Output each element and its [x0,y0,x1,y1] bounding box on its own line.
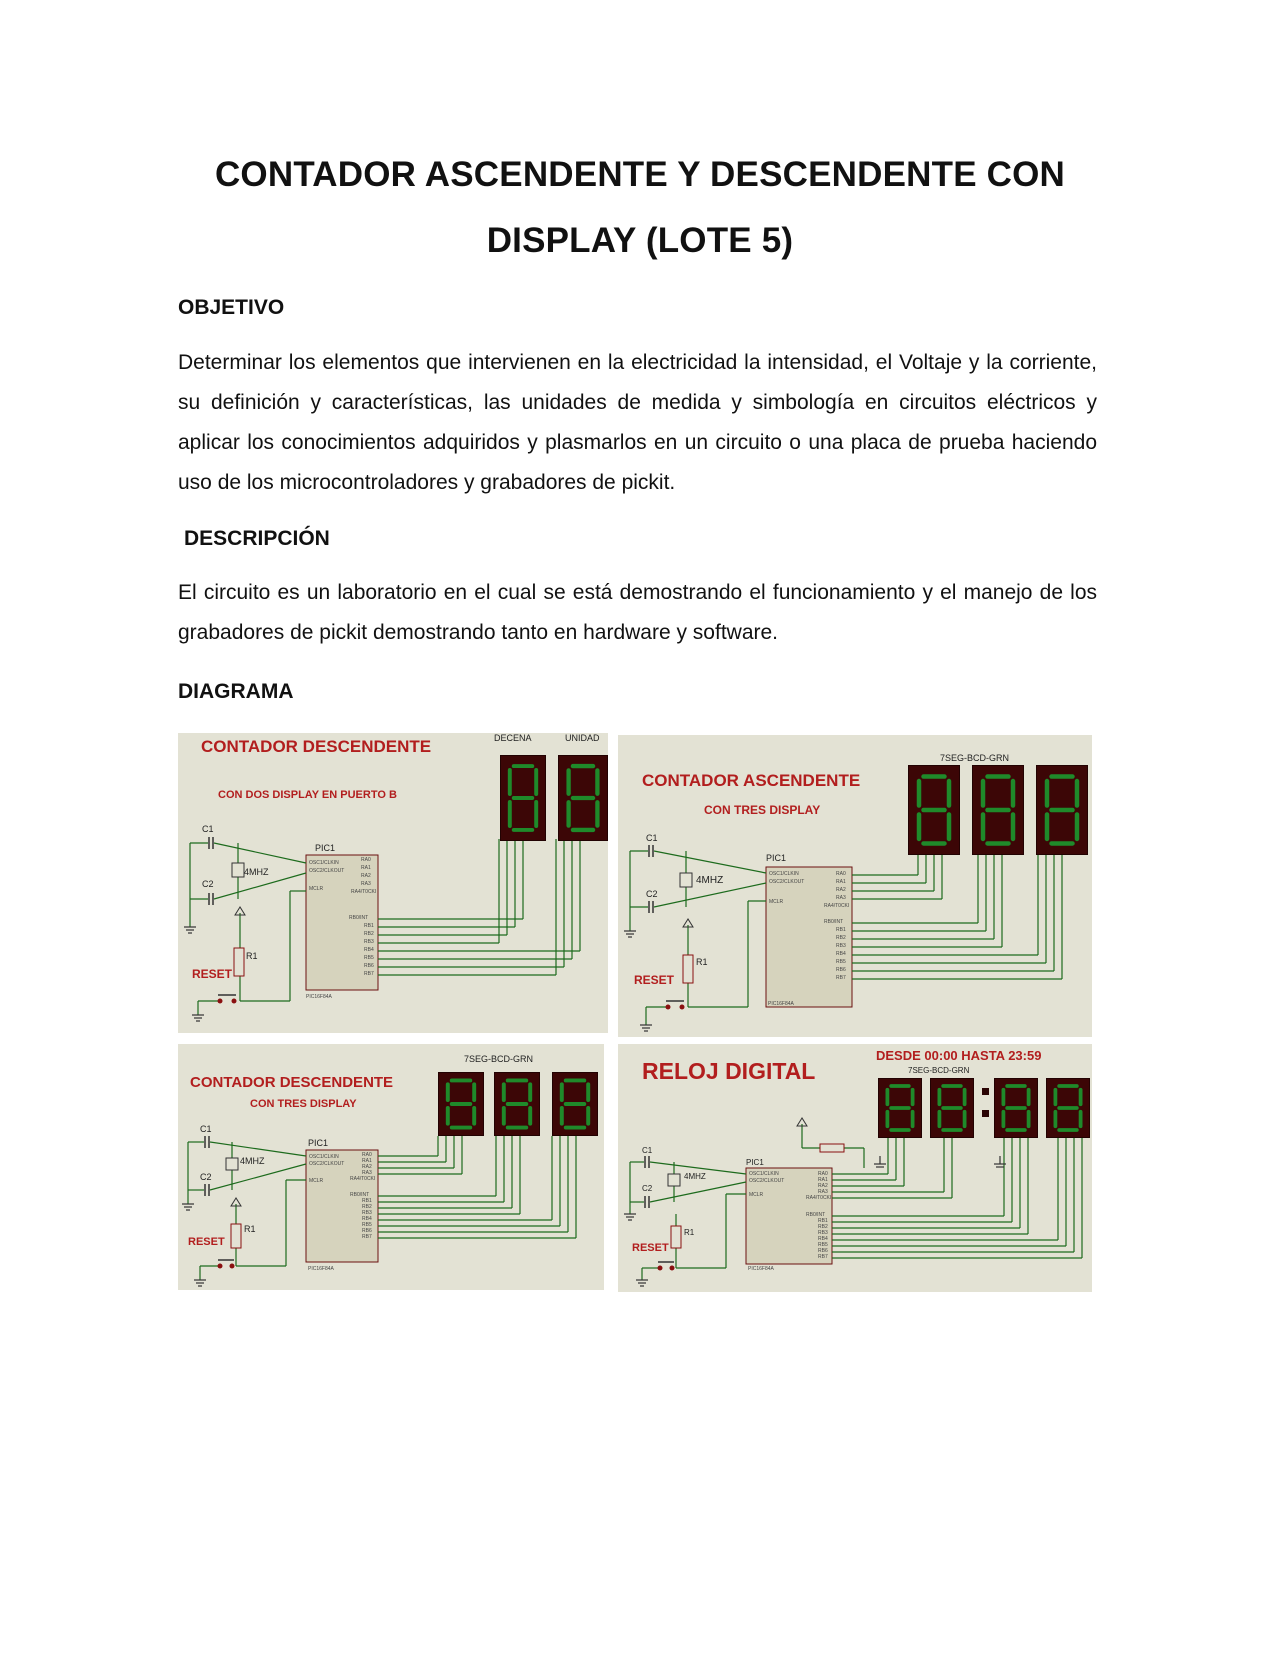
crystal-label: 4MHZ [696,875,724,886]
crystal-label: 4MHZ [240,1156,265,1166]
seven-segment-glyph [1047,1079,1089,1137]
svg-text:RB2: RB2 [818,1224,828,1230]
seven-segment-glyph [879,1079,921,1137]
chip-label: PIC1 [308,1138,329,1148]
svg-text:MCLR: MCLR [309,886,324,892]
heading-descripcion: DESCRIPCIÓN [184,527,330,550]
svg-text:RA1: RA1 [836,879,846,885]
svg-text:RA3: RA3 [361,881,371,887]
svg-text:RB0/INT: RB0/INT [824,919,844,925]
svg-text:RB2: RB2 [836,935,846,941]
svg-text:RB6: RB6 [362,1228,372,1234]
crystal-label: 4MHZ [244,867,269,877]
seven-segment-glyph [495,1073,539,1135]
svg-text:RB0/INT: RB0/INT [806,1212,826,1218]
cap1-label: C1 [642,1146,653,1155]
display-label-unidad: UNIDAD [565,733,600,743]
seven-segment-display [930,1078,974,1138]
seven-segment-glyph [439,1073,483,1135]
seven-segment-glyph [1037,766,1087,854]
svg-text:RB0/INT: RB0/INT [350,1192,370,1198]
cap1-label: C1 [646,833,658,843]
seven-segment-glyph [973,766,1023,854]
resistor-label: R1 [244,1224,256,1234]
diagram-reloj-digital [618,1044,1092,1292]
diagram-title: CONTADOR DESCENDENTE [190,1074,394,1091]
reset-label: RESET [192,967,233,981]
svg-text:PIC16F84A: PIC16F84A [768,1001,794,1007]
diagram-contador-descendente-tres-display [178,1044,604,1290]
svg-text:MCLR: MCLR [749,1192,764,1198]
svg-text:RA4/T0CKI: RA4/T0CKI [350,1176,376,1182]
heading-objetivo: OBJETIVO [178,296,285,319]
svg-text:PIC16F84A: PIC16F84A [748,1266,774,1272]
svg-text:OSC2/CLKOUT: OSC2/CLKOUT [309,868,345,874]
svg-text:RA0: RA0 [362,1152,372,1158]
diagram-range-note: DESDE 00:00 HASTA 23:59 [876,1048,1042,1063]
seven-segment-glyph [995,1079,1037,1137]
svg-text:RB2: RB2 [364,931,374,937]
crystal-label: 4MHZ [684,1172,706,1181]
svg-text:RB1: RB1 [362,1198,372,1204]
chip-label: PIC1 [746,1158,764,1167]
svg-text:RA4/T0CKI: RA4/T0CKI [806,1195,832,1201]
cap2-label: C2 [200,1172,212,1182]
diagram-subtitle: CON TRES DISPLAY [250,1098,357,1110]
svg-text:RA2: RA2 [818,1183,828,1189]
page-title: CONTADOR ASCENDENTE Y DESCENDENTE CON DISPLAY (LOTE 5) [214,155,1066,260]
svg-text:RB5: RB5 [364,955,374,961]
chip-label: PIC1 [766,853,787,863]
seven-segment-display [878,1078,922,1138]
svg-text:RA4/T0CKI: RA4/T0CKI [351,889,377,895]
svg-text:OSC2/CLKOUT: OSC2/CLKOUT [309,1161,345,1167]
svg-text:RA2: RA2 [361,873,371,879]
seven-segment-display [558,755,608,841]
seven-segment-display [908,765,960,855]
svg-text:RB6: RB6 [836,967,846,973]
svg-text:RA3: RA3 [818,1189,828,1195]
svg-text:RB3: RB3 [362,1210,372,1216]
seven-segment-display [972,765,1024,855]
seven-segment-display [494,1072,540,1136]
svg-text:RB4: RB4 [362,1216,372,1222]
svg-text:RB5: RB5 [362,1222,372,1228]
svg-text:RB7: RB7 [364,971,374,977]
resistor-label: R1 [696,957,708,967]
svg-text:RA2: RA2 [362,1164,372,1170]
seven-segment-display [994,1078,1038,1138]
cap2-label: C2 [202,879,214,889]
svg-text:RA3: RA3 [362,1170,372,1176]
diagram-title: RELOJ DIGITAL [642,1058,816,1084]
svg-text:RB6: RB6 [818,1248,828,1254]
svg-text:RB0/INT: RB0/INT [349,915,369,921]
display-part-label: 7SEG-BCD-GRN [940,753,1010,763]
diagram-contador-ascendente-tres-display [618,735,1092,1037]
svg-text:RB4: RB4 [818,1236,828,1242]
seven-segment-display [552,1072,598,1136]
seven-segment-display [1036,765,1088,855]
svg-text:OSC2/CLKOUT: OSC2/CLKOUT [769,879,805,885]
svg-text:RB1: RB1 [818,1218,828,1224]
svg-text:RA1: RA1 [361,865,371,871]
cap2-label: C2 [646,889,658,899]
resistor-label: R1 [684,1228,695,1237]
diagram-contador-descendente-dos-display [178,733,608,1033]
paragraph-descripcion: El circuito es un laboratorio en el cual se está demostrando el funcionamiento y el manejo de los grabadores de pickit demostrando tanto en hardware y software. [178,581,1097,644]
svg-text:RB7: RB7 [818,1254,828,1260]
svg-text:RB5: RB5 [818,1242,828,1248]
reset-label: RESET [634,973,675,987]
seven-segment-glyph [553,1073,597,1135]
svg-text:OSC1/CLKIN: OSC1/CLKIN [309,860,339,866]
svg-text:RB4: RB4 [364,947,374,953]
svg-text:RB7: RB7 [836,975,846,981]
cap1-label: C1 [202,824,214,834]
svg-text:MCLR: MCLR [769,899,784,905]
svg-text:RB1: RB1 [836,927,846,933]
svg-text:RA1: RA1 [818,1177,828,1183]
svg-text:RA1: RA1 [362,1158,372,1164]
svg-text:RA0: RA0 [818,1171,828,1177]
svg-text:PIC16F84A: PIC16F84A [308,1266,334,1272]
resistor-label: R1 [246,951,258,961]
cap2-label: C2 [642,1184,653,1193]
svg-text:RB2: RB2 [362,1204,372,1210]
svg-text:RA2: RA2 [836,887,846,893]
svg-text:RA0: RA0 [361,857,371,863]
svg-text:OSC2/CLKOUT: OSC2/CLKOUT [749,1178,785,1184]
seven-segment-display [500,755,546,841]
seven-segment-glyph [909,766,959,854]
svg-text:OSC1/CLKIN: OSC1/CLKIN [309,1154,339,1160]
display-label-decena: DECENA [494,733,532,743]
diagram-subtitle: CON TRES DISPLAY [704,803,821,817]
heading-diagrama: DIAGRAMA [178,680,294,703]
svg-text:OSC1/CLKIN: OSC1/CLKIN [769,871,799,877]
seven-segment-glyph [931,1079,973,1137]
diagram-title: CONTADOR DESCENDENTE [201,737,432,756]
svg-text:RA0: RA0 [836,871,846,877]
diagram-subtitle: CON DOS DISPLAY EN PUERTO B [218,789,397,801]
paragraph-objetivo: Determinar los elementos que intervienen en la electricidad la intensidad, el Voltaje y la corriente, su definición y características, las unidades de medida y simbología en circuitos eléctricos y aplicar los conocimientos adquiridos y plasmarlos en un circuito o una placa de prueba haciendo uso de los microcontroladores y grabadores de pickit. [178,351,1097,494]
svg-text:RB7: RB7 [362,1234,372,1240]
svg-text:RB1: RB1 [364,923,374,929]
svg-text:RB3: RB3 [818,1230,828,1236]
diagram-title: CONTADOR ASCENDENTE [642,771,861,790]
seven-segment-display [438,1072,484,1136]
cap1-label: C1 [200,1124,212,1134]
svg-text:RB3: RB3 [836,943,846,949]
svg-text:RA4/T0CKI: RA4/T0CKI [824,903,850,909]
seven-segment-glyph [501,756,545,840]
chip-label: PIC1 [315,843,336,853]
seven-segment-glyph [559,756,607,840]
display-part-label: 7SEG-BCD-GRN [908,1066,970,1075]
display-part-label: 7SEG-BCD-GRN [464,1054,534,1064]
svg-text:RB6: RB6 [364,963,374,969]
svg-text:OSC1/CLKIN: OSC1/CLKIN [749,1171,779,1177]
reset-label: RESET [188,1236,225,1248]
svg-text:RB3: RB3 [364,939,374,945]
reset-label: RESET [632,1242,669,1254]
svg-text:RB4: RB4 [836,951,846,957]
seven-segment-display [1046,1078,1090,1138]
svg-text:RA3: RA3 [836,895,846,901]
svg-text:PIC16F84A: PIC16F84A [306,994,332,1000]
svg-text:MCLR: MCLR [309,1178,324,1184]
svg-text:RB5: RB5 [836,959,846,965]
